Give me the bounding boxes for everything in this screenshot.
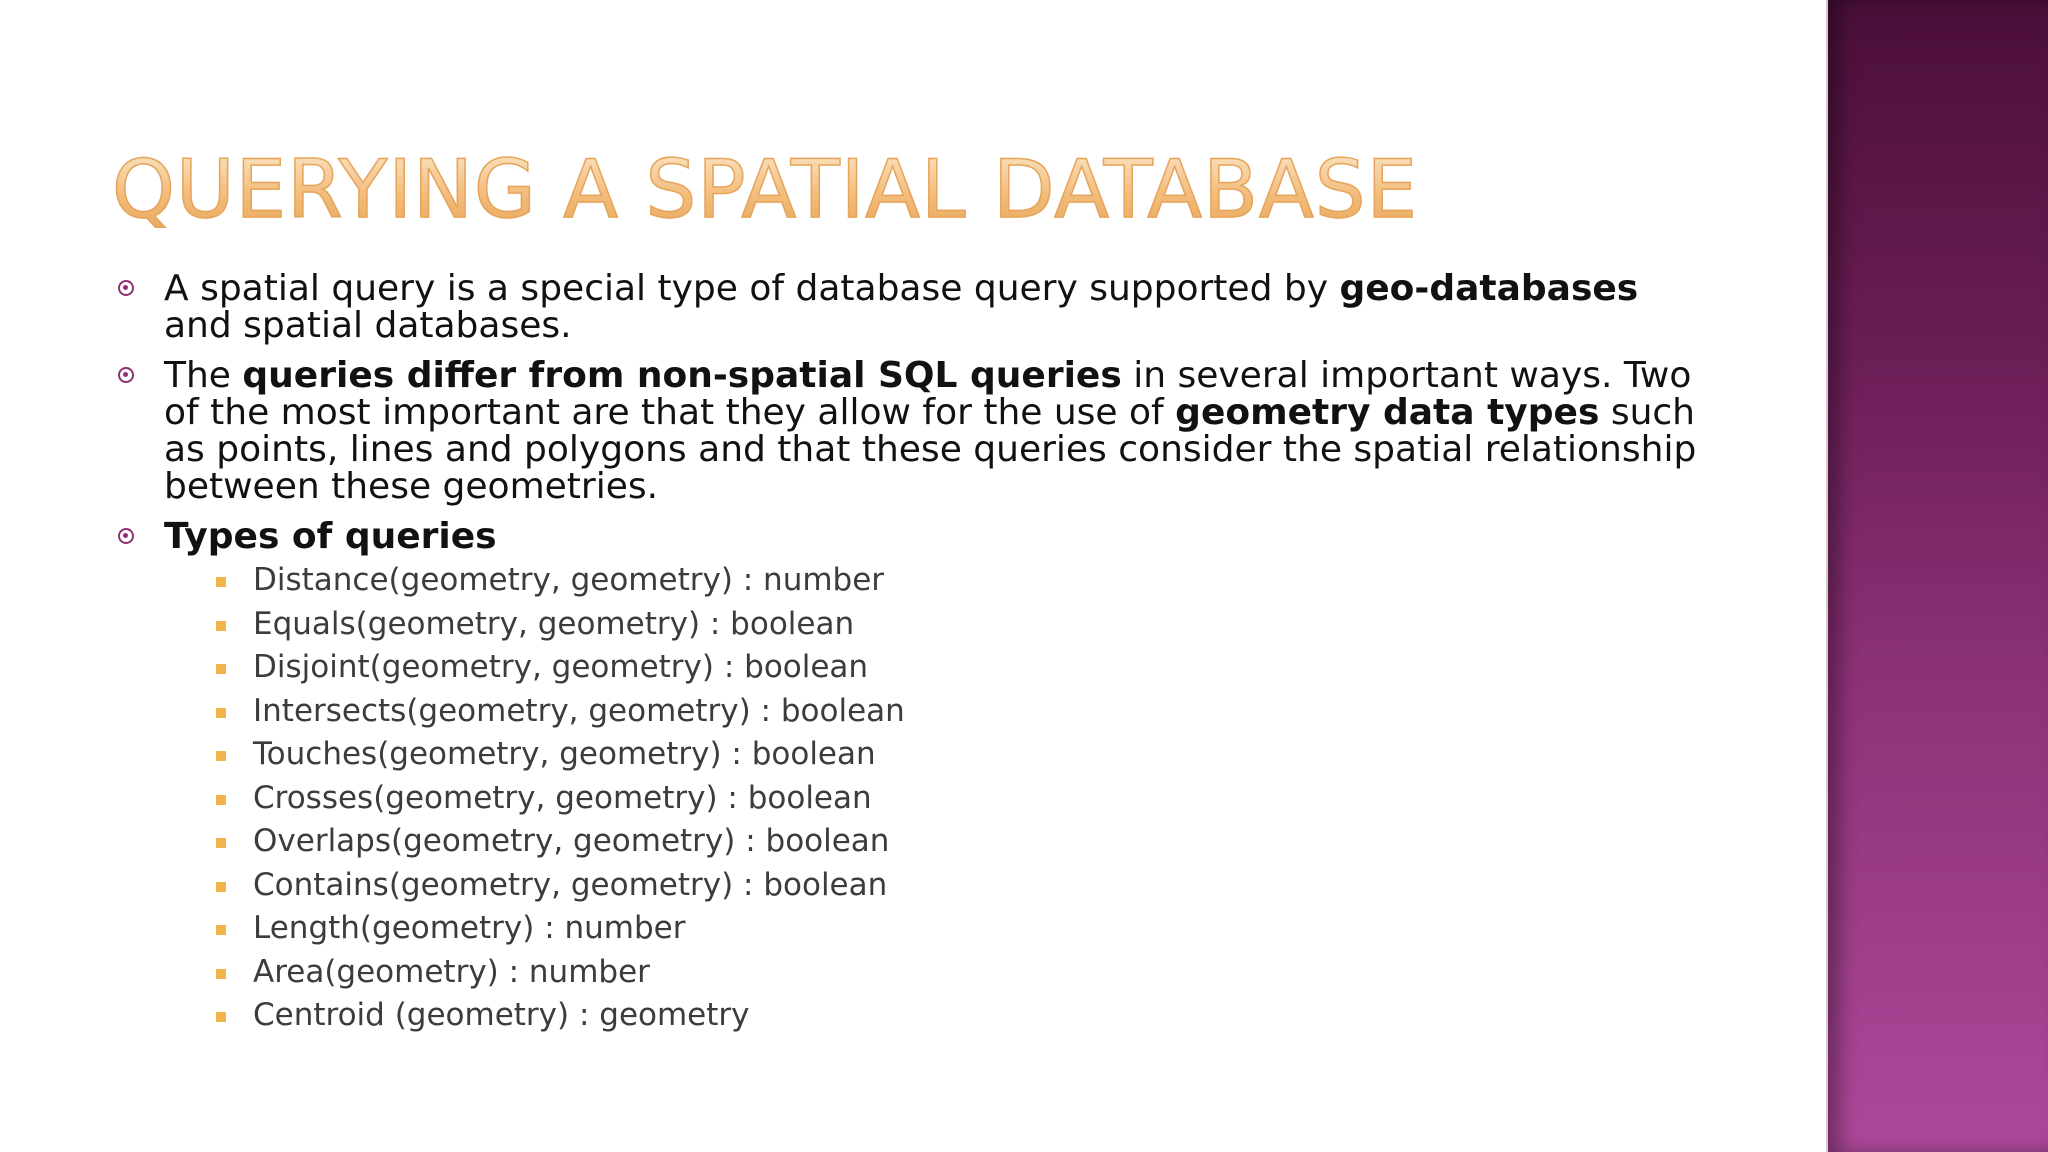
list-item xyxy=(164,820,1716,864)
paragraph-bold-text: queries differ from non-spatial SQL queries xyxy=(242,355,1122,396)
circle-bullet-icon xyxy=(118,528,134,544)
square-bullet-icon xyxy=(216,795,226,805)
slide-title: QUERYING A SPATIAL DATABASE xyxy=(112,143,1419,236)
paragraph-bold-text: geometry data types xyxy=(1175,392,1600,433)
paragraph-text: The xyxy=(164,355,243,396)
paragraph-text: in several important ways. Two of the most important are that they allow for the use of xyxy=(164,355,1692,433)
list-item-text: Touches(geometry, geometry) : boolean xyxy=(253,736,876,772)
square-bullet-icon xyxy=(216,751,226,761)
circle-bullet-icon xyxy=(118,280,134,296)
bullet-paragraph-spatial-query xyxy=(116,270,1716,344)
list-item-text: Intersects(geometry, geometry) : boolean xyxy=(253,692,905,729)
square-bullet-icon xyxy=(216,969,226,979)
paragraph-text: and spatial databases. xyxy=(164,305,572,346)
list-item xyxy=(164,777,1716,821)
list-item-text: Disjoint(geometry, geometry) : boolean xyxy=(253,649,869,685)
list-item-text: Distance(geometry, geometry) : number xyxy=(253,562,885,598)
list-item-text: Area(geometry) : number xyxy=(253,953,650,990)
list-item-text: Crosses(geometry, geometry) : boolean xyxy=(253,779,872,816)
list-item-text: Contains(geometry, geometry) : boolean xyxy=(253,866,888,903)
list-item xyxy=(164,603,1716,647)
list-item xyxy=(164,733,1716,777)
list-item xyxy=(164,994,1716,1038)
paragraph-text: A spatial query is a special type of database query supported by xyxy=(164,268,1340,309)
list-item-text: Equals(geometry, geometry) : boolean xyxy=(253,605,855,642)
decorative-side-band xyxy=(1826,0,2048,1152)
square-bullet-icon xyxy=(216,882,226,892)
square-bullet-icon xyxy=(216,1012,226,1022)
square-bullet-icon xyxy=(216,838,226,848)
types-of-queries-heading: Types of queries xyxy=(164,516,497,557)
square-bullet-icon xyxy=(216,708,226,718)
list-item xyxy=(164,864,1716,908)
list-item xyxy=(164,646,1716,690)
list-item xyxy=(164,690,1716,734)
slide-content xyxy=(116,270,1716,1051)
list-item xyxy=(164,559,1716,603)
list-item xyxy=(164,951,1716,995)
list-item-text: Length(geometry) : number xyxy=(253,910,686,946)
query-types-list xyxy=(164,559,1716,1038)
list-item-text: Centroid (geometry) : geometry xyxy=(253,997,750,1033)
bullet-paragraph-query-differences xyxy=(116,357,1716,505)
list-item-text: Overlaps(geometry, geometry) : boolean xyxy=(253,823,890,859)
square-bullet-icon xyxy=(216,577,226,587)
square-bullet-icon xyxy=(216,925,226,935)
square-bullet-icon xyxy=(216,621,226,631)
list-item xyxy=(164,907,1716,951)
bullet-paragraph-types-of-queries xyxy=(116,518,1716,1038)
paragraph-bold-text: geo-databases xyxy=(1339,268,1639,309)
paragraph-text: such as points, lines and polygons and that these queries consider the spatial relationship between these geometries. xyxy=(164,392,1697,507)
circle-bullet-icon xyxy=(118,367,134,383)
square-bullet-icon xyxy=(216,664,226,674)
